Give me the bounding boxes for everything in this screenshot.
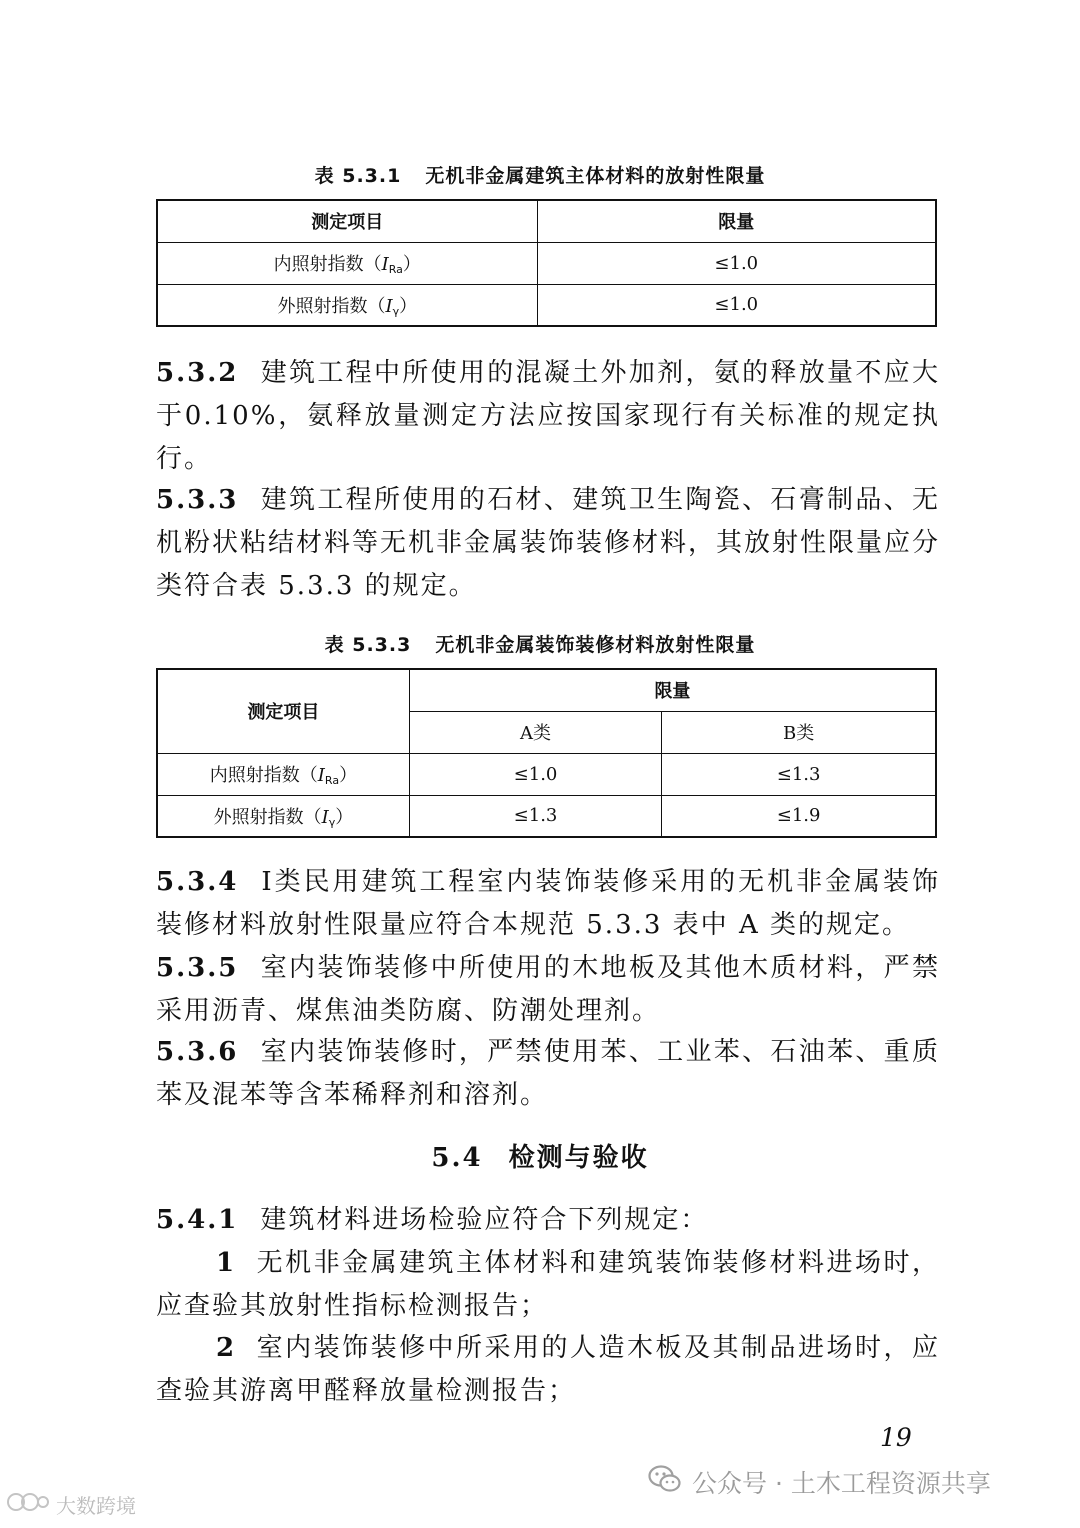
section-heading — [0, 1137, 1080, 1174]
wechat-icon — [648, 1464, 682, 1500]
row-value: ≤1.0 — [537, 284, 936, 326]
header-class-b: B类 — [662, 711, 936, 753]
channel-watermark — [648, 1464, 991, 1500]
item-number: 2 — [216, 1333, 237, 1363]
clause-number: 5.4.1 — [156, 1205, 239, 1235]
header-item: 测定项目 — [157, 669, 409, 753]
row-value-a: ≤1.3 — [409, 795, 661, 837]
source-name: 大数跨境 — [56, 1494, 136, 1518]
clause-text: 室内装饰装修中所使用的木地板及其他木质材料，严禁采用沥青、煤焦油类防腐、防潮处理剂。 — [156, 953, 940, 1026]
row-label: 外照射指数$(I_\gamma)$ — [157, 795, 409, 837]
table-title: 无机非金属建筑主体材料的放射性限量 — [425, 165, 766, 187]
table-number: 表 5.3.1 — [314, 165, 402, 187]
table-row — [157, 284, 936, 326]
table-5-3-3 — [156, 668, 937, 838]
clause-number: 5.3.2 — [156, 358, 239, 388]
header-limit: 限量 — [537, 200, 936, 242]
source-watermark — [6, 1490, 136, 1519]
header-limit: 限量 — [409, 669, 936, 711]
row-value-b: ≤1.3 — [662, 753, 936, 795]
table-5-3-1-caption — [0, 161, 1080, 188]
clause-text: 建筑工程中所使用的混凝土外加剂，氨的释放量不应大于0.10%，氨释放量测定方法应按国家现行有关标准的规定执行。 — [156, 358, 940, 474]
clause-5-3-4 — [156, 861, 940, 947]
clause-number: 5.3.3 — [156, 485, 239, 515]
page-number: 19 — [880, 1423, 912, 1452]
list-item — [156, 1327, 940, 1413]
row-label: 外照射指数$(I_\gamma)$ — [157, 284, 537, 326]
table-row — [157, 795, 936, 837]
row-value-a: ≤1.0 — [409, 753, 661, 795]
header-class-a: A类 — [409, 711, 661, 753]
clause-5-3-3 — [156, 479, 940, 608]
clause-number: 5.3.5 — [156, 953, 239, 983]
section-number: 5.4 — [431, 1143, 483, 1173]
table-title: 无机非金属装饰装修材料放射性限量 — [435, 634, 756, 656]
table-header-row — [157, 669, 936, 711]
header-item: 测定项目 — [157, 200, 537, 242]
clause-number: 5.3.4 — [156, 867, 239, 897]
table-row — [157, 242, 936, 284]
source-logo-icon — [6, 1491, 50, 1518]
section-title: 检测与验收 — [508, 1143, 649, 1173]
list-item — [156, 1242, 940, 1328]
clause-5-3-6 — [156, 1031, 940, 1117]
clause-5-3-2 — [156, 352, 940, 481]
row-label: 内照射指数$(I_{Ra})$ — [157, 753, 409, 795]
row-label: 内照射指数$(I_{Ra})$ — [157, 242, 537, 284]
clause-text: 建筑工程所使用的石材、建筑卫生陶瓷、石膏制品、无机粉状粘结材料等无机非金属装饰装修材料，其放射性限量应分类符合表 5.3.3 的规定。 — [156, 485, 941, 601]
row-value-b: ≤1.9 — [662, 795, 936, 837]
item-text: 无机非金属建筑主体材料和建筑装饰装修材料进场时，应查验其放射性指标检测报告； — [156, 1248, 940, 1321]
clause-text: 建筑材料进场检验应符合下列规定： — [260, 1205, 709, 1235]
channel-name: 公众号 · 土木工程资源共享 — [692, 1469, 991, 1498]
table-5-3-3-caption — [0, 630, 1080, 657]
clause-text: Ⅰ类民用建筑工程室内装饰装修采用的无机非金属装饰装修材料放射性限量应符合本规范 5.3.3 表中 A 类的规定。 — [156, 867, 940, 940]
clause-text: 室内装饰装修时，严禁使用苯、工业苯、石油苯、重质苯及混苯等含苯稀释剂和溶剂。 — [156, 1037, 940, 1110]
clause-5-3-5 — [156, 947, 940, 1033]
table-5-3-1 — [156, 199, 937, 327]
table-row — [157, 753, 936, 795]
table-number: 表 5.3.3 — [324, 634, 412, 656]
row-value: ≤1.0 — [537, 242, 936, 284]
clause-5-4-1 — [156, 1199, 940, 1242]
item-number: 1 — [216, 1248, 237, 1278]
clause-number: 5.3.6 — [156, 1037, 239, 1067]
item-text: 室内装饰装修中所采用的人造木板及其制品进场时，应查验其游离甲醛释放量检测报告； — [156, 1333, 940, 1406]
table-header-row — [157, 200, 936, 242]
